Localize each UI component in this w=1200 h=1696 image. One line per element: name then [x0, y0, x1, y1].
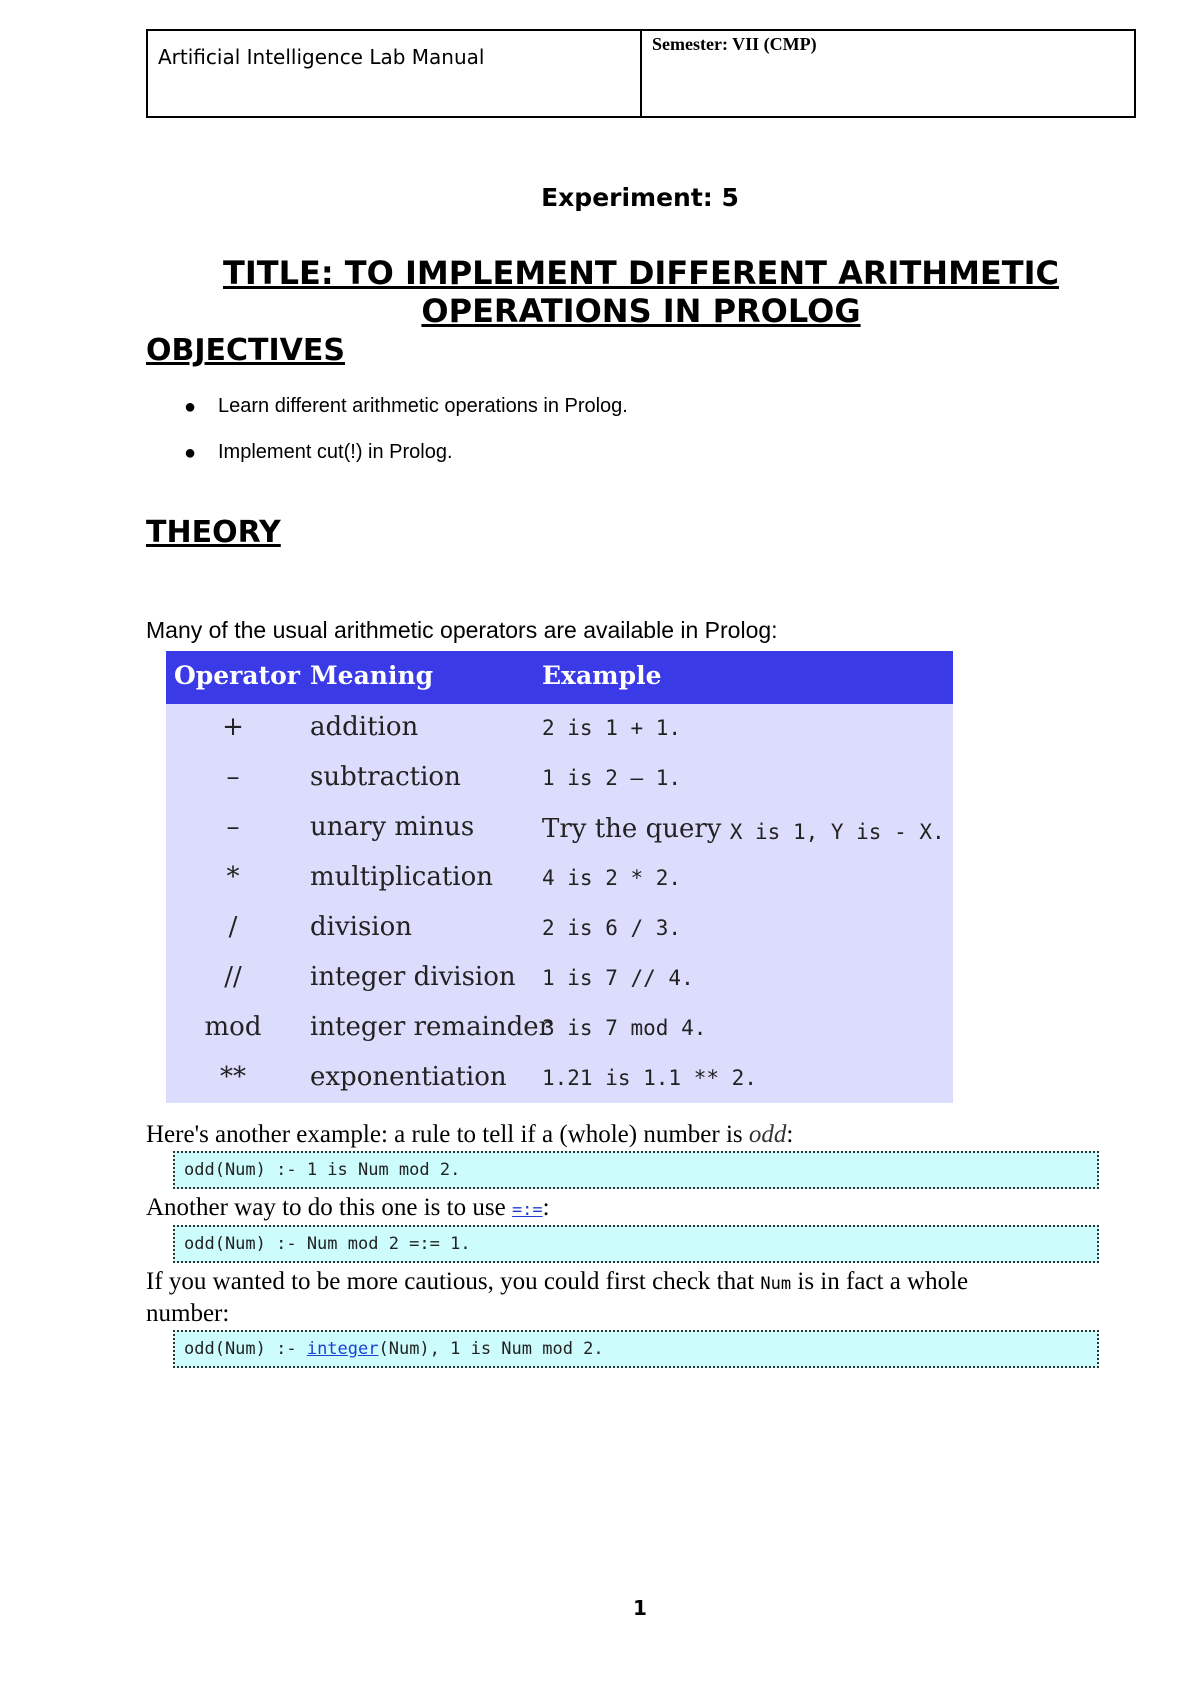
- code-block-2: odd(Num) :- Num mod 2 =:= 1.: [173, 1225, 1099, 1263]
- table-row: [166, 1054, 953, 1104]
- operator-cell: //: [224, 962, 242, 992]
- paragraph-end: :: [542, 1194, 550, 1221]
- operator-table: [166, 651, 953, 1103]
- column-header-meaning: Meaning: [310, 661, 434, 690]
- paragraph-text: If you wanted to be more cautious, you could first check that: [146, 1268, 761, 1295]
- page-number: 1: [633, 1596, 647, 1620]
- code-block-1: odd(Num) :- 1 is Num mod 2.: [173, 1151, 1099, 1189]
- table-row: [166, 904, 953, 954]
- objective-text: Implement cut(!) in Prolog.: [218, 441, 453, 463]
- example-cell: [542, 816, 945, 846]
- table-row: [166, 804, 953, 854]
- meaning-cell: division: [310, 912, 413, 942]
- operator-cell: *: [226, 862, 240, 892]
- header-box: [146, 29, 1136, 118]
- table-row: [166, 954, 953, 1004]
- operator-cell: /: [228, 912, 238, 942]
- operator-cell: **: [220, 1062, 246, 1092]
- operator-cell: +: [222, 712, 244, 742]
- column-header-operator: Operator: [174, 661, 300, 690]
- objectives-heading: OBJECTIVES: [146, 333, 345, 368]
- meaning-cell: multiplication: [310, 862, 493, 892]
- column-header-example: Example: [542, 661, 662, 690]
- paragraph-text: is in fact a whole: [791, 1268, 969, 1295]
- page-title: [146, 254, 1136, 330]
- example-cell: 2 is 1 + 1.: [542, 716, 682, 740]
- table-row: [166, 704, 953, 754]
- integer-link[interactable]: integer: [306, 1339, 379, 1359]
- equality-operator-link[interactable]: =:=: [511, 1200, 543, 1220]
- paragraph-text: Another way to do this one is to use: [146, 1194, 512, 1221]
- operator-cell: –: [226, 762, 240, 792]
- table-header: [166, 651, 953, 704]
- list-item: [146, 441, 628, 487]
- example-text: Try the query: [542, 814, 730, 844]
- code-block-3: [173, 1330, 1099, 1368]
- list-item: [146, 395, 628, 441]
- objective-text: Learn different arithmetic operations in Prolog.: [218, 395, 628, 417]
- example-cell: 3 is 7 mod 4.: [542, 1016, 707, 1040]
- example-code: X is 1, Y is - X.: [729, 820, 945, 844]
- meaning-cell: subtraction: [310, 762, 461, 792]
- theory-intro: Many of the usual arithmetic operators are available in Prolog:: [146, 617, 778, 643]
- table-row: [166, 854, 953, 904]
- emphasis-odd: odd: [748, 1121, 787, 1148]
- code-text: odd(Num) :-: [184, 1339, 307, 1359]
- title-line-1: TITLE: TO IMPLEMENT DIFFERENT ARITHMETIC: [223, 254, 1059, 292]
- example-cell: 2 is 6 / 3.: [542, 916, 682, 940]
- experiment-number: Experiment: 5: [541, 183, 739, 212]
- header-semester: Semester: VII (CMP): [652, 34, 817, 54]
- meaning-cell: unary minus: [310, 812, 475, 842]
- example-cell: 1 is 7 // 4.: [542, 966, 694, 990]
- bullet-icon: ●: [184, 396, 197, 418]
- table-row: [166, 754, 953, 804]
- paragraph-alternative: [146, 1193, 550, 1225]
- code-text: (Num), 1 is Num mod 2.: [378, 1339, 604, 1359]
- paragraph-cautious: [146, 1267, 968, 1329]
- meaning-cell: exponentiation: [310, 1062, 507, 1092]
- header-course-title: Artificial Intelligence Lab Manual: [148, 31, 642, 116]
- theory-heading: THEORY: [146, 515, 281, 550]
- table-row: [166, 1004, 953, 1054]
- inline-code-num: Num: [760, 1274, 792, 1294]
- example-cell: 1.21 is 1.1 ** 2.: [542, 1066, 757, 1090]
- bullet-icon: ●: [184, 442, 197, 464]
- title-line-2: OPERATIONS IN PROLOG: [421, 292, 861, 330]
- meaning-cell: integer remainder: [310, 1012, 552, 1042]
- example-cell: 1 is 2 – 1.: [542, 766, 682, 790]
- example-cell: 4 is 2 * 2.: [542, 866, 682, 890]
- objectives-list: [146, 395, 628, 487]
- operator-cell: mod: [204, 1012, 262, 1042]
- paragraph-text: Here's another example: a rule to tell if a (whole) number is: [146, 1121, 749, 1148]
- meaning-cell: addition: [310, 712, 419, 742]
- meaning-cell: integer division: [310, 962, 516, 992]
- paragraph-odd-example: [146, 1120, 793, 1150]
- paragraph-line-2: number:: [146, 1300, 230, 1327]
- operator-cell: –: [226, 812, 240, 842]
- paragraph-end: :: [786, 1121, 794, 1148]
